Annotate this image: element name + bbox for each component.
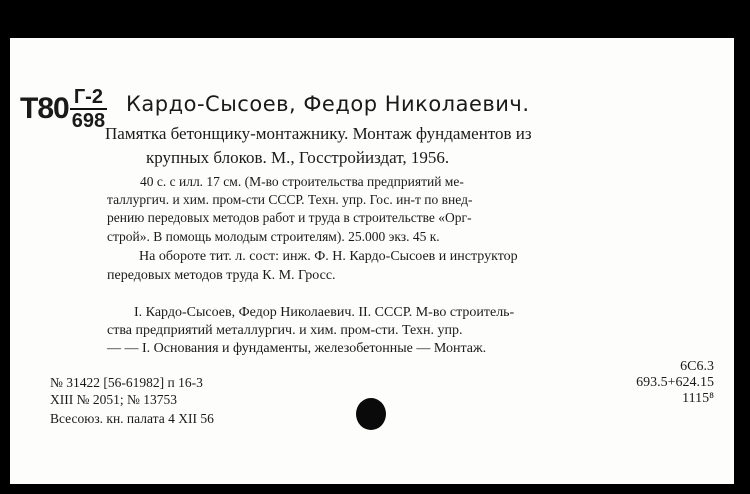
tracing-line-2: ства предприятий металлургич. и хим. пром-сти. Техн. упр. bbox=[107, 323, 463, 338]
title-line-2: крупных блоков. М., Госстройиздат, 1956. bbox=[146, 148, 450, 167]
class-fraction-denominator: 698 bbox=[71, 110, 106, 132]
code-3: 1115⁸ bbox=[682, 391, 714, 406]
class-fraction bbox=[70, 86, 107, 132]
footer-line-1: № 31422 [56-61982] п 16-3 bbox=[50, 375, 203, 390]
code-2: 693.5+624.15 bbox=[636, 375, 714, 390]
footer-line-3: Всесоюз. кн. палата 4 XII 56 bbox=[50, 411, 214, 426]
code-1: 6С6.3 bbox=[680, 359, 714, 374]
footer-line-2: XIII № 2051; № 13753 bbox=[50, 392, 177, 407]
note-line-1: На обороте тит. л. сост: инж. Ф. Н. Кардо-Сысоев и инструктор bbox=[139, 249, 518, 264]
description-line-4: строй». В помощь молодым строителям). 25.000 экз. 45 к. bbox=[107, 229, 440, 244]
author-handwritten: Кардо-Сысоев, Федор Николаевич. bbox=[126, 92, 530, 116]
punch-hole bbox=[356, 398, 386, 430]
description-line-2: таллургич. и хим. пром-сти СССР. Техн. упр. Гос. ин-т по внед- bbox=[107, 192, 473, 207]
title-line-1: Памятка бетонщику-монтажнику. Монтаж фундаментов из bbox=[105, 124, 532, 143]
description-line-1: 40 с. с илл. 17 см. (М-во строительства предприятий ме- bbox=[140, 174, 464, 189]
note-line-2: передовых методов труда К. М. Гросс. bbox=[107, 268, 336, 283]
description-line-3: рению передовых методов работ и труда в строительстве «Орг- bbox=[107, 210, 472, 225]
class-fraction-numerator: Г-2 bbox=[73, 86, 103, 108]
tracing-line-3: — — I. Основания и фундаменты, железобетонные — Монтаж. bbox=[107, 341, 487, 356]
tracing-line-1: I. Кардо-Сысоев, Федор Николаевич. II. СССР. М-во строитель- bbox=[134, 305, 515, 320]
class-index: Т80 bbox=[20, 92, 69, 125]
classification-mark bbox=[20, 86, 107, 132]
